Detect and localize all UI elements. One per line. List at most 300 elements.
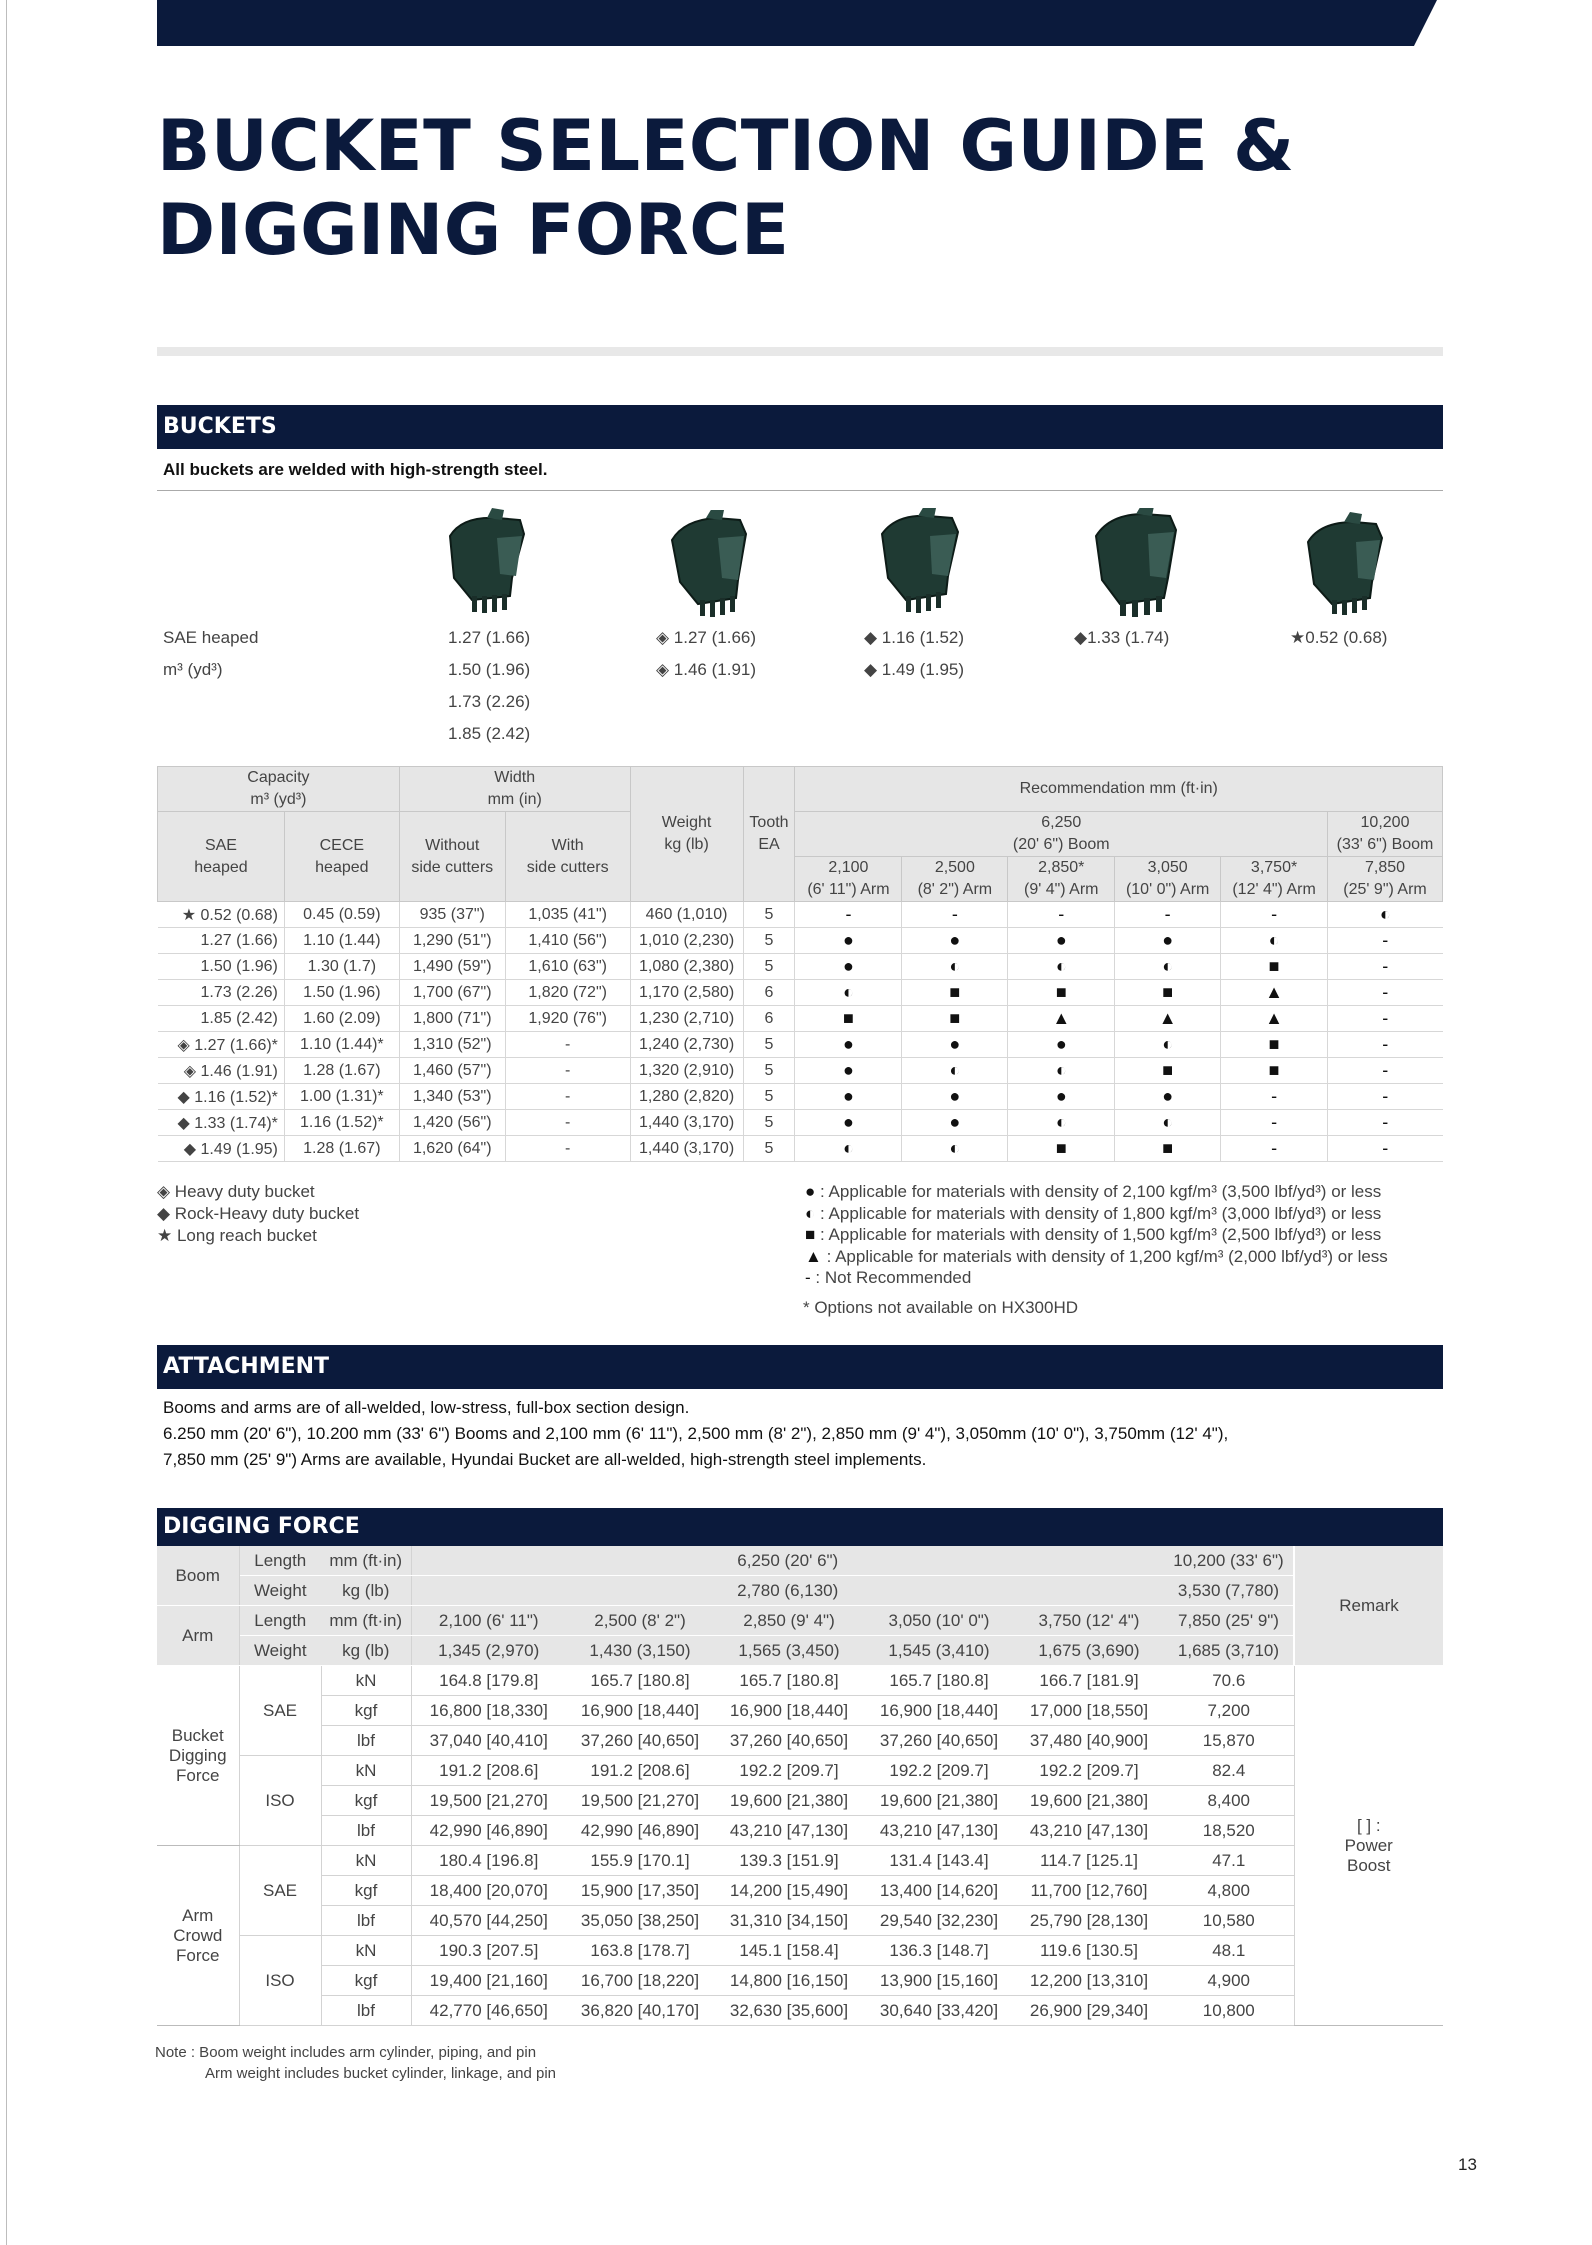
table-row [158, 1084, 1443, 1110]
cell-cece: 1.10 (1.44) [284, 928, 399, 954]
cell-sae: 1.27 (1.66) [158, 928, 285, 954]
cell-tooth: 6 [743, 980, 795, 1006]
remark-power-boost: [ ] : Power Boost [1294, 1666, 1443, 2026]
unit-label: lbf [321, 1906, 411, 1936]
force-value: 16,900 [18,440] [864, 1696, 1014, 1726]
recommendation-symbol: ■ [1221, 954, 1328, 980]
force-value: 15,900 [17,350] [566, 1876, 714, 1906]
force-value: 19,600 [21,380] [864, 1786, 1014, 1816]
force-value: 180.4 [196.8] [411, 1846, 566, 1876]
force-value: 43,210 [47,130] [1014, 1816, 1164, 1846]
cell-sae: 1.50 (1.96) [158, 954, 285, 980]
force-value: 30,640 [33,420] [864, 1996, 1014, 2026]
bucket-image [1300, 512, 1390, 622]
cell-tooth: 5 [743, 902, 795, 928]
arm-header: 3,750* (12' 4") Arm [1221, 857, 1328, 902]
recommendation-symbol: ◐ [1008, 1110, 1115, 1136]
boom-weight-value: 3,530 (7,780) [1164, 1576, 1294, 1606]
force-value: 42,770 [46,650] [411, 1996, 566, 2026]
cell-sae: ◆ 1.16 (1.52)* [158, 1084, 285, 1110]
table-row [158, 1032, 1443, 1058]
page-margin-line [6, 0, 7, 2245]
cell-weight: 1,320 (2,910) [630, 1058, 743, 1084]
standard-label: ISO [239, 1936, 321, 2026]
recommendation-symbol: - [1328, 1084, 1443, 1110]
recommendation-symbol: ◐ [1115, 1110, 1221, 1136]
force-value: 11,700 [12,760] [1014, 1876, 1164, 1906]
arm-label: Arm [157, 1606, 239, 1666]
arm-header: 2,100 (6' 11") Arm [795, 857, 902, 902]
unit-label: kgf [321, 1876, 411, 1906]
cell-cece: 1.50 (1.96) [284, 980, 399, 1006]
table-row [157, 1996, 1443, 2026]
unit-label: kgf [321, 1786, 411, 1816]
force-value: 191.2 [208.6] [566, 1756, 714, 1786]
header-bar [157, 0, 1437, 46]
recommendation-symbol: ■ [1221, 1032, 1328, 1058]
recommendation-symbol: ● [795, 954, 902, 980]
recommendation-symbol: ■ [1115, 1136, 1221, 1162]
force-value: 14,800 [16,150] [714, 1966, 864, 1996]
arm-length-value: 3,050 (10' 0") [864, 1606, 1014, 1636]
recommendation-symbol: ◐ [1115, 1032, 1221, 1058]
recommendation-symbol: - [1328, 954, 1443, 980]
page-title: BUCKET SELECTION GUIDE & DIGGING FORCE [157, 105, 1295, 271]
table-row [158, 1136, 1443, 1162]
recommendation-symbol: ● [902, 1032, 1008, 1058]
force-value: 4,800 [1164, 1876, 1294, 1906]
bucket-capacity-list: ◆1.33 (1.74) [1074, 628, 1170, 647]
recommendation-symbol: ● [902, 928, 1008, 954]
force-value: 192.2 [209.7] [864, 1756, 1014, 1786]
page-number: 13 [1458, 2155, 1477, 2174]
weight-unit: kg (lb) [321, 1636, 411, 1666]
force-value: 13,400 [14,620] [864, 1876, 1014, 1906]
force-value: 131.4 [143.4] [864, 1846, 1014, 1876]
unit-label: kN [321, 1846, 411, 1876]
force-value: 165.7 [180.8] [566, 1666, 714, 1696]
recommendation-symbol: - [1328, 1032, 1443, 1058]
force-value: 190.3 [207.5] [411, 1936, 566, 1966]
force-value: 16,700 [18,220] [566, 1966, 714, 1996]
recommendation-symbol: ● [902, 1110, 1008, 1136]
force-value: 155.9 [170.1] [566, 1846, 714, 1876]
force-value: 43,210 [47,130] [714, 1816, 864, 1846]
force-value: 10,580 [1164, 1906, 1294, 1936]
recommendation-symbol: - [1008, 902, 1115, 928]
cell-weight: 1,010 (2,230) [630, 928, 743, 954]
cell-with: - [505, 1058, 630, 1084]
force-value: 42,990 [46,890] [411, 1816, 566, 1846]
digging-section-title: DIGGING FORCE [157, 1508, 1443, 1546]
force-value: 163.8 [178.7] [566, 1936, 714, 1966]
table-row [158, 1110, 1443, 1136]
table-row [157, 1906, 1443, 1936]
force-value: 16,900 [18,440] [714, 1696, 864, 1726]
weight-label: Weight [239, 1636, 321, 1666]
force-value: 10,800 [1164, 1996, 1294, 2026]
force-value: 16,800 [18,330] [411, 1696, 566, 1726]
recommendation-symbol: - [1221, 1136, 1328, 1162]
weight-label: Weight [239, 1576, 321, 1606]
options-note: * Options not available on HX300HD [803, 1298, 1078, 1317]
force-value: 136.3 [148.7] [864, 1936, 1014, 1966]
cell-sae: 1.73 (2.26) [158, 980, 285, 1006]
cell-tooth: 6 [743, 1006, 795, 1032]
force-value: 37,260 [40,650] [864, 1726, 1014, 1756]
bucket-capacity-list: 1.27 (1.66) 1.50 (1.96) 1.73 (2.26) 1.85 (2.42) [448, 628, 531, 743]
cell-cece: 1.28 (1.67) [284, 1058, 399, 1084]
recommendation-symbol: ■ [902, 980, 1008, 1006]
recommendation-symbol: - [1328, 1136, 1443, 1162]
recommendation-symbol: ◐ [1008, 1058, 1115, 1084]
cell-without: 1,290 (51") [399, 928, 505, 954]
table-row [158, 928, 1443, 954]
unit-label: kgf [321, 1696, 411, 1726]
footnote: Note : Boom weight includes arm cylinder, piping, and pin Arm weight includes bucket cylinder, linkage, and pin [155, 2044, 557, 2082]
bucket-capacity-list: ◆ 1.16 (1.52) ◆ 1.49 (1.95) [864, 628, 965, 679]
force-value: 145.1 [158.4] [714, 1936, 864, 1966]
force-value: 37,040 [40,410] [411, 1726, 566, 1756]
arm-weight-value: 1,675 (3,690) [1014, 1636, 1164, 1666]
unit-label: kN [321, 1756, 411, 1786]
cell-without: 1,310 (52") [399, 1032, 505, 1058]
recommendation-symbol: ● [1008, 928, 1115, 954]
recommendation-symbol: ● [902, 1084, 1008, 1110]
recommendation-symbol: ● [1008, 1032, 1115, 1058]
recommendation-symbol: ◐ [902, 954, 1008, 980]
cell-without: 1,800 (71") [399, 1006, 505, 1032]
cell-cece: 0.45 (0.59) [284, 902, 399, 928]
recommendation-symbol: ■ [795, 1006, 902, 1032]
arm-header: 2,850* (9' 4") Arm [1008, 857, 1115, 902]
arm-length-value: 2,500 (8' 2") [566, 1606, 714, 1636]
recommendation-symbol: - [1328, 1058, 1443, 1084]
force-value: 139.3 [151.9] [714, 1846, 864, 1876]
force-value: 191.2 [208.6] [411, 1756, 566, 1786]
force-value: 18,400 [20,070] [411, 1876, 566, 1906]
title-separator [157, 347, 1443, 356]
force-value: 70.6 [1164, 1666, 1294, 1696]
cell-tooth: 5 [743, 1084, 795, 1110]
standard-label: ISO [239, 1756, 321, 1846]
cell-without: 1,420 (56") [399, 1110, 505, 1136]
force-value: 36,820 [40,170] [566, 1996, 714, 2026]
table-row [158, 1006, 1443, 1032]
cell-with: 1,820 (72") [505, 980, 630, 1006]
remark-header: Remark [1294, 1546, 1443, 1666]
table-row [157, 1936, 1443, 1966]
force-value: 26,900 [29,340] [1014, 1996, 1164, 2026]
arm-header: 2,500 (8' 2") Arm [902, 857, 1008, 902]
cell-with: - [505, 1032, 630, 1058]
force-value: 114.7 [125.1] [1014, 1846, 1164, 1876]
recommendation-symbol: ● [1008, 1084, 1115, 1110]
recommendation-symbol: ◐ [795, 1136, 902, 1162]
table-row [158, 1058, 1443, 1084]
table-row [158, 954, 1443, 980]
cell-sae: ◈ 1.46 (1.91) [158, 1058, 285, 1084]
buckets-note: All buckets are welded with high-strength steel. [163, 460, 548, 479]
force-value: 19,500 [21,270] [566, 1786, 714, 1816]
recommendation-symbol: ◐ [902, 1136, 1008, 1162]
recommendation-symbol: - [1221, 1084, 1328, 1110]
force-value: 35,050 [38,250] [566, 1906, 714, 1936]
boom-weight-value: 2,780 (6,130) [411, 1576, 1164, 1606]
unit-label: kgf [321, 1966, 411, 1996]
force-value: 43,210 [47,130] [864, 1816, 1014, 1846]
recommendation-symbol: - [1115, 902, 1221, 928]
table-row [157, 1756, 1443, 1786]
recommendation-symbol: - [795, 902, 902, 928]
recommendation-symbol: ◐ [1008, 954, 1115, 980]
force-value: 7,200 [1164, 1696, 1294, 1726]
weight-unit: kg (lb) [321, 1576, 411, 1606]
force-type-label: Bucket Digging Force [157, 1666, 239, 1846]
arm-length-value: 3,750 (12' 4") [1014, 1606, 1164, 1636]
length-label: Length [239, 1606, 321, 1636]
boom-length-value: 6,250 (20' 6") [411, 1546, 1164, 1576]
bucket-image [876, 508, 966, 618]
cell-cece: 1.16 (1.52)* [284, 1110, 399, 1136]
cell-weight: 1,080 (2,380) [630, 954, 743, 980]
recommendation-symbol: ● [795, 1058, 902, 1084]
bucket-image [666, 510, 756, 620]
cell-cece: 1.30 (1.7) [284, 954, 399, 980]
recommendation-symbol: - [1221, 1110, 1328, 1136]
force-value: 165.7 [180.8] [714, 1666, 864, 1696]
attachment-description: Booms and arms are of all-welded, low-stress, full-box section design. 6.250 mm (20' 6"), 10.200 mm (33' 6") Booms and 2,100 mm (6' 11"), 2,500 mm (8' 2"), 2,850 mm (9' 4"), 3,050mm (10' 0"), 3,750mm (12' 4"), 7,850 mm (25' 9") Arms are available, Hyundai Bucket are all-welded, high-strength steel implements. [163, 1398, 1229, 1469]
cell-cece: 1.28 (1.67) [284, 1136, 399, 1162]
cell-tooth: 5 [743, 928, 795, 954]
force-value: 164.8 [179.8] [411, 1666, 566, 1696]
cell-with: 1,920 (76") [505, 1006, 630, 1032]
arm-header: 7,850 (25' 9") Arm [1328, 857, 1443, 902]
bucket-image [1092, 508, 1182, 618]
sae-heaped-label: SAE heaped m³ (yd³) [163, 628, 259, 679]
unit-label: kN [321, 1936, 411, 1966]
unit-label: lbf [321, 1996, 411, 2026]
force-value: 192.2 [209.7] [1014, 1756, 1164, 1786]
arm-weight-value: 1,430 (3,150) [566, 1636, 714, 1666]
cell-sae: ◆ 1.33 (1.74)* [158, 1110, 285, 1136]
cell-sae: ★ 0.52 (0.68) [158, 902, 285, 928]
recommendation-symbol: - [1328, 980, 1443, 1006]
recommendation-symbol: ▲ [1221, 1006, 1328, 1032]
arm-weight-value: 1,545 (3,410) [864, 1636, 1014, 1666]
recommendation-symbol: - [1328, 1110, 1443, 1136]
arm-header: 3,050 (10' 0") Arm [1115, 857, 1221, 902]
cell-tooth: 5 [743, 1058, 795, 1084]
cell-weight: 1,440 (3,170) [630, 1110, 743, 1136]
without-cutters-header: Without side cutters [399, 812, 505, 902]
standard-label: SAE [239, 1846, 321, 1936]
bucket-capacity-list: ◈ 1.27 (1.66) ◈ 1.46 (1.91) [656, 628, 757, 679]
sae-heaped-header: SAE heaped [158, 812, 285, 902]
recommendation-symbol: ◐ [1221, 928, 1328, 954]
cell-cece: 1.00 (1.31)* [284, 1084, 399, 1110]
recommendation-symbol: - [1328, 1006, 1443, 1032]
recommendation-symbol: ◐ [795, 980, 902, 1006]
force-value: 40,570 [44,250] [411, 1906, 566, 1936]
recommendation-symbol: ▲ [1115, 1006, 1221, 1032]
recommendation-symbol: ◐ [1328, 902, 1443, 928]
unit-label: lbf [321, 1726, 411, 1756]
cell-sae: ◈ 1.27 (1.66)* [158, 1032, 285, 1058]
recommendation-symbol: ■ [902, 1006, 1008, 1032]
length-unit: mm (ft·in) [321, 1606, 411, 1636]
arm-length-value: 2,100 (6' 11") [411, 1606, 566, 1636]
recommendation-symbol: ● [795, 928, 902, 954]
table-row [157, 1966, 1443, 1996]
force-value: 15,870 [1164, 1726, 1294, 1756]
cell-cece: 1.60 (2.09) [284, 1006, 399, 1032]
unit-label: lbf [321, 1816, 411, 1846]
bucket-image [442, 508, 532, 618]
force-value: 32,630 [35,600] [714, 1996, 864, 2026]
cell-without: 1,700 (67") [399, 980, 505, 1006]
cece-heaped-header: CECE heaped [284, 812, 399, 902]
force-value: 42,990 [46,890] [566, 1816, 714, 1846]
recommendation-symbol: ■ [1008, 1136, 1115, 1162]
cell-weight: 1,240 (2,730) [630, 1032, 743, 1058]
recommendation-symbol: ■ [1115, 980, 1221, 1006]
force-value: 19,600 [21,380] [714, 1786, 864, 1816]
force-value: 17,000 [18,550] [1014, 1696, 1164, 1726]
divider [157, 490, 1443, 491]
cell-without: 1,620 (64") [399, 1136, 505, 1162]
length-label: Length [239, 1546, 321, 1576]
cell-weight: 1,170 (2,580) [630, 980, 743, 1006]
boom-6250-header: 6,250 (20' 6") Boom [795, 812, 1328, 857]
recommendation-header: Recommendation mm (ft·in) [795, 767, 1443, 812]
force-value: 82.4 [1164, 1756, 1294, 1786]
cell-tooth: 5 [743, 1032, 795, 1058]
force-value: 119.6 [130.5] [1014, 1936, 1164, 1966]
force-value: 37,260 [40,650] [566, 1726, 714, 1756]
attachment-section-title: ATTACHMENT [157, 1345, 1443, 1389]
recommendation-symbol: ◐ [1115, 954, 1221, 980]
arm-weight-value: 1,565 (3,450) [714, 1636, 864, 1666]
recommendation-symbol: - [1328, 928, 1443, 954]
recommendation-symbol: - [1221, 902, 1328, 928]
arm-weight-value: 1,345 (2,970) [411, 1636, 566, 1666]
capacity-header: Capacity m³ (yd³) [158, 767, 400, 812]
boom-label: Boom [157, 1546, 239, 1606]
width-header: Width mm (in) [399, 767, 630, 812]
force-value: 16,900 [18,440] [566, 1696, 714, 1726]
table-row [157, 1726, 1443, 1756]
arm-length-value: 2,850 (9' 4") [714, 1606, 864, 1636]
recommendation-symbol: ■ [1115, 1058, 1221, 1084]
bucket-type-legend: ◈ Heavy duty bucket ◆ Rock-Heavy duty bucket ★ Long reach bucket [157, 1182, 360, 1245]
recommendation-symbol: ▲ [1008, 1006, 1115, 1032]
table-row [157, 1876, 1443, 1906]
recommendation-symbol: - [902, 902, 1008, 928]
bucket-capacity-list: ★0.52 (0.68) [1290, 628, 1388, 647]
table-row [157, 1786, 1443, 1816]
force-value: 4,900 [1164, 1966, 1294, 1996]
cell-weight: 1,440 (3,170) [630, 1136, 743, 1162]
cell-weight: 460 (1,010) [630, 902, 743, 928]
force-value: 29,540 [32,230] [864, 1906, 1014, 1936]
force-value: 37,480 [40,900] [1014, 1726, 1164, 1756]
table-row [157, 1816, 1443, 1846]
cell-with: - [505, 1084, 630, 1110]
force-value: 19,600 [21,380] [1014, 1786, 1164, 1816]
arm-weight-value: 1,685 (3,710) [1164, 1636, 1294, 1666]
arm-length-value: 7,850 (25' 9") [1164, 1606, 1294, 1636]
cell-tooth: 5 [743, 1110, 795, 1136]
cell-without: 1,340 (53") [399, 1084, 505, 1110]
cell-with: 1,035 (41") [505, 902, 630, 928]
tooth-header: Tooth EA [743, 767, 795, 902]
cell-sae: 1.85 (2.42) [158, 1006, 285, 1032]
standard-label: SAE [239, 1666, 321, 1756]
recommendation-symbol: ■ [1008, 980, 1115, 1006]
table-row [158, 902, 1443, 928]
recommendation-legend: ● : Applicable for materials with density of 2,100 kgf/m³ (3,500 lbf/yd³) or less ◐ : Applicable for materials with density of 1,800 kgf/m³ (3,000 lbf/yd³) or less ■ : Applicable for materials with density of 1,500 kgf/m³ (2,500 lbf/yd³) or less ▲ : Applicable for materials with density of 1,200 kgf/m³ (2,000 lbf/yd³) or less - : Not Recommended [805, 1182, 1388, 1287]
force-value: 8,400 [1164, 1786, 1294, 1816]
length-unit: mm (ft·in) [321, 1546, 411, 1576]
force-value: 25,790 [28,130] [1014, 1906, 1164, 1936]
cell-with: 1,610 (63") [505, 954, 630, 980]
recommendation-symbol: ● [1115, 928, 1221, 954]
digging-force-table [157, 1546, 1443, 2026]
table-row [157, 1696, 1443, 1726]
force-value: 37,260 [40,650] [714, 1726, 864, 1756]
force-value: 47.1 [1164, 1846, 1294, 1876]
cell-tooth: 5 [743, 954, 795, 980]
with-cutters-header: With side cutters [505, 812, 630, 902]
table-row [157, 1846, 1443, 1876]
force-value: 18,520 [1164, 1816, 1294, 1846]
cell-cece: 1.10 (1.44)* [284, 1032, 399, 1058]
force-value: 19,400 [21,160] [411, 1966, 566, 1996]
force-value: 48.1 [1164, 1936, 1294, 1966]
cell-without: 935 (37") [399, 902, 505, 928]
force-value: 31,310 [34,150] [714, 1906, 864, 1936]
bucket-table [157, 766, 1443, 1162]
force-value: 14,200 [15,490] [714, 1876, 864, 1906]
table-row [158, 980, 1443, 1006]
cell-sae: ◆ 1.49 (1.95) [158, 1136, 285, 1162]
buckets-section-title: BUCKETS [157, 405, 1443, 449]
recommendation-symbol: ● [795, 1084, 902, 1110]
recommendation-symbol: ● [795, 1110, 902, 1136]
cell-with: 1,410 (56") [505, 928, 630, 954]
force-value: 165.7 [180.8] [864, 1666, 1014, 1696]
boom-length-value: 10,200 (33' 6") [1164, 1546, 1294, 1576]
cell-with: - [505, 1110, 630, 1136]
cell-without: 1,490 (59") [399, 954, 505, 980]
recommendation-symbol: ◐ [902, 1058, 1008, 1084]
weight-header: Weight kg (lb) [630, 767, 743, 902]
cell-weight: 1,280 (2,820) [630, 1084, 743, 1110]
cell-weight: 1,230 (2,710) [630, 1006, 743, 1032]
unit-label: kN [321, 1666, 411, 1696]
recommendation-symbol: ● [795, 1032, 902, 1058]
force-value: 19,500 [21,270] [411, 1786, 566, 1816]
force-type-label: Arm Crowd Force [157, 1846, 239, 2026]
boom-10200-header: 10,200 (33' 6") Boom [1328, 812, 1443, 857]
recommendation-symbol: ● [1115, 1084, 1221, 1110]
force-value: 13,900 [15,160] [864, 1966, 1014, 1996]
force-value: 192.2 [209.7] [714, 1756, 864, 1786]
recommendation-symbol: ■ [1221, 1058, 1328, 1084]
recommendation-symbol: ▲ [1221, 980, 1328, 1006]
force-value: 12,200 [13,310] [1014, 1966, 1164, 1996]
